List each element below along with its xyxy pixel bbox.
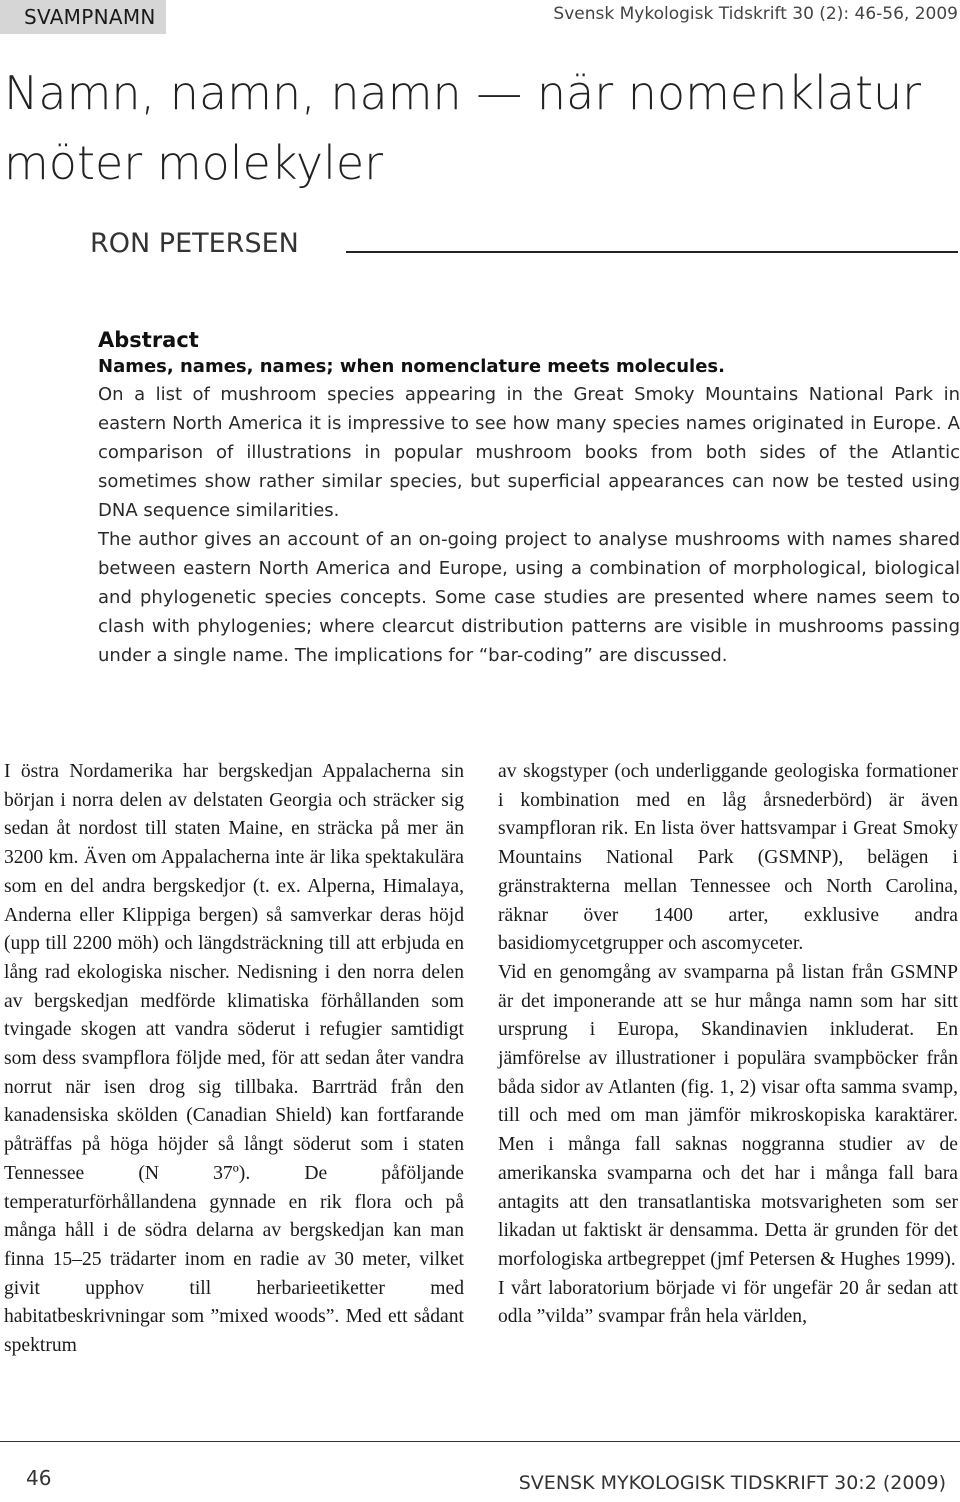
section-tag: SVAMPNAMN xyxy=(0,0,166,34)
author-divider xyxy=(346,251,958,253)
article-title: Namn, namn, namn — när nomenklatur möter molekyler xyxy=(4,66,922,190)
body-column-left xyxy=(4,758,464,1361)
author-name: RON PETERSEN xyxy=(90,228,299,259)
body-paragraph: I vårt laboratorium började vi för ungefär 20 år sedan att odla ”vilda” svampar från hela världen, xyxy=(498,1277,958,1328)
abstract-paragraph: The author gives an account of an on-going project to analyse mushrooms with names shared between eastern North America and Europe, using a combination of morphological, biological and phylogenetic species concepts. Some case studies are presented where names seem to clash with phylogenies; where clearcut distribution patterns are visible in mushrooms passing under a single name. The implications for “bar-coding” are discussed. xyxy=(98,529,960,666)
footer-journal: SVENSK MYKOLOGISK TIDSKRIFT 30:2 (2009) xyxy=(518,1472,946,1494)
body-column-right xyxy=(498,758,958,1332)
body-paragraph: av skogstyper (och underliggande geologiska formationer i kombination med en låg årsnederbörd) är även svampfloran rik. En lista över hattsvampar i Great Smoky Mountains National Park (GSMNP), belägen i gränstrakterna mellan Tennessee och North Carolina, räknar över 1400 arter, exklusive andra basidiomycetgrupper och ascomyceter. xyxy=(498,761,958,955)
page-number: 46 xyxy=(26,1466,52,1490)
body-paragraph: I östra Nordamerika har bergskedjan Appalacherna sin början i norra delen av delstaten Georgia och sträcker sig sedan åt nordost till staten Maine, en sträcka på mer än 3200 km. Även om Appalacherna inte är lika spektakulära som en del andra bergskedjor (t. ex. Alperna, Himalaya, Anderna eller Klippiga bergen) så samverkar deras höjd (upp till 2200 möh) och längdsträckning till att erbjuda en lång rad ekologiska nischer. Nedisning i den norra delen av bergskedjan medförde klimatiska förhållanden som tvingade skogen att vandra söderut i refugier samtidigt som dess svampflora följde med, för att sedan åter vandra norrut när isen drog sig tillbaka. Barrträd från den kanadensiska skölden (Canadian Shield) kan fortfarande påträffas på höga höjder så långt söderut som i staten Tennessee (N 37º). De påföljande temperaturförhållandena gynnade en rik flora och på många håll i de södra delarna av bergskedjan kan man finna 15–25 trädarter inom en radie av 30 meter, vilket givit upphov till herbarieetiketter med habitatbeskrivningar som ”mixed woods”. Med ett sådant spektrum xyxy=(4,761,464,1357)
abstract-section xyxy=(98,326,960,670)
journal-citation: Svensk Mykologisk Tidskrift 30 (2): 46-56, 2009 xyxy=(553,4,958,24)
abstract-english-title: Names, names, names; when nomenclature meets molecules. xyxy=(98,356,725,377)
body-paragraph: Vid en genomgång av svamparna på listan från GSMNP är det imponerande att se hur många namn som har sitt ursprung i Europa, Skandinavien inkluderat. En jämförelse av illustrationer i populära svampböcker från båda sidor av Atlanten (fig. 1, 2) visar ofta samma svamp, till och med om man jämför mikroskopiska karaktärer. Men i många fall saknas noggranna studier av de amerikanska svamparna och det har i många fall bara antagits att den transatlantiska motsvarigheten som ser likadan ut faktiskt är densamma. Detta är grunden för det morfologiska artbegreppet (jmf Petersen & Hughes 1999). xyxy=(498,961,958,1270)
abstract-paragraph: On a list of mushroom species appearing in the Great Smoky Mountains National Park in eastern North America it is impressive to see how many species names originated in Europe. A comparison of illustrations in popular mushroom books from both sides of the Atlantic sometimes show rather similar species, but superficial appearances can now be tested using DNA sequence similarities. xyxy=(98,384,960,521)
footer-divider xyxy=(0,1441,960,1442)
abstract-heading: Abstract xyxy=(98,328,199,352)
